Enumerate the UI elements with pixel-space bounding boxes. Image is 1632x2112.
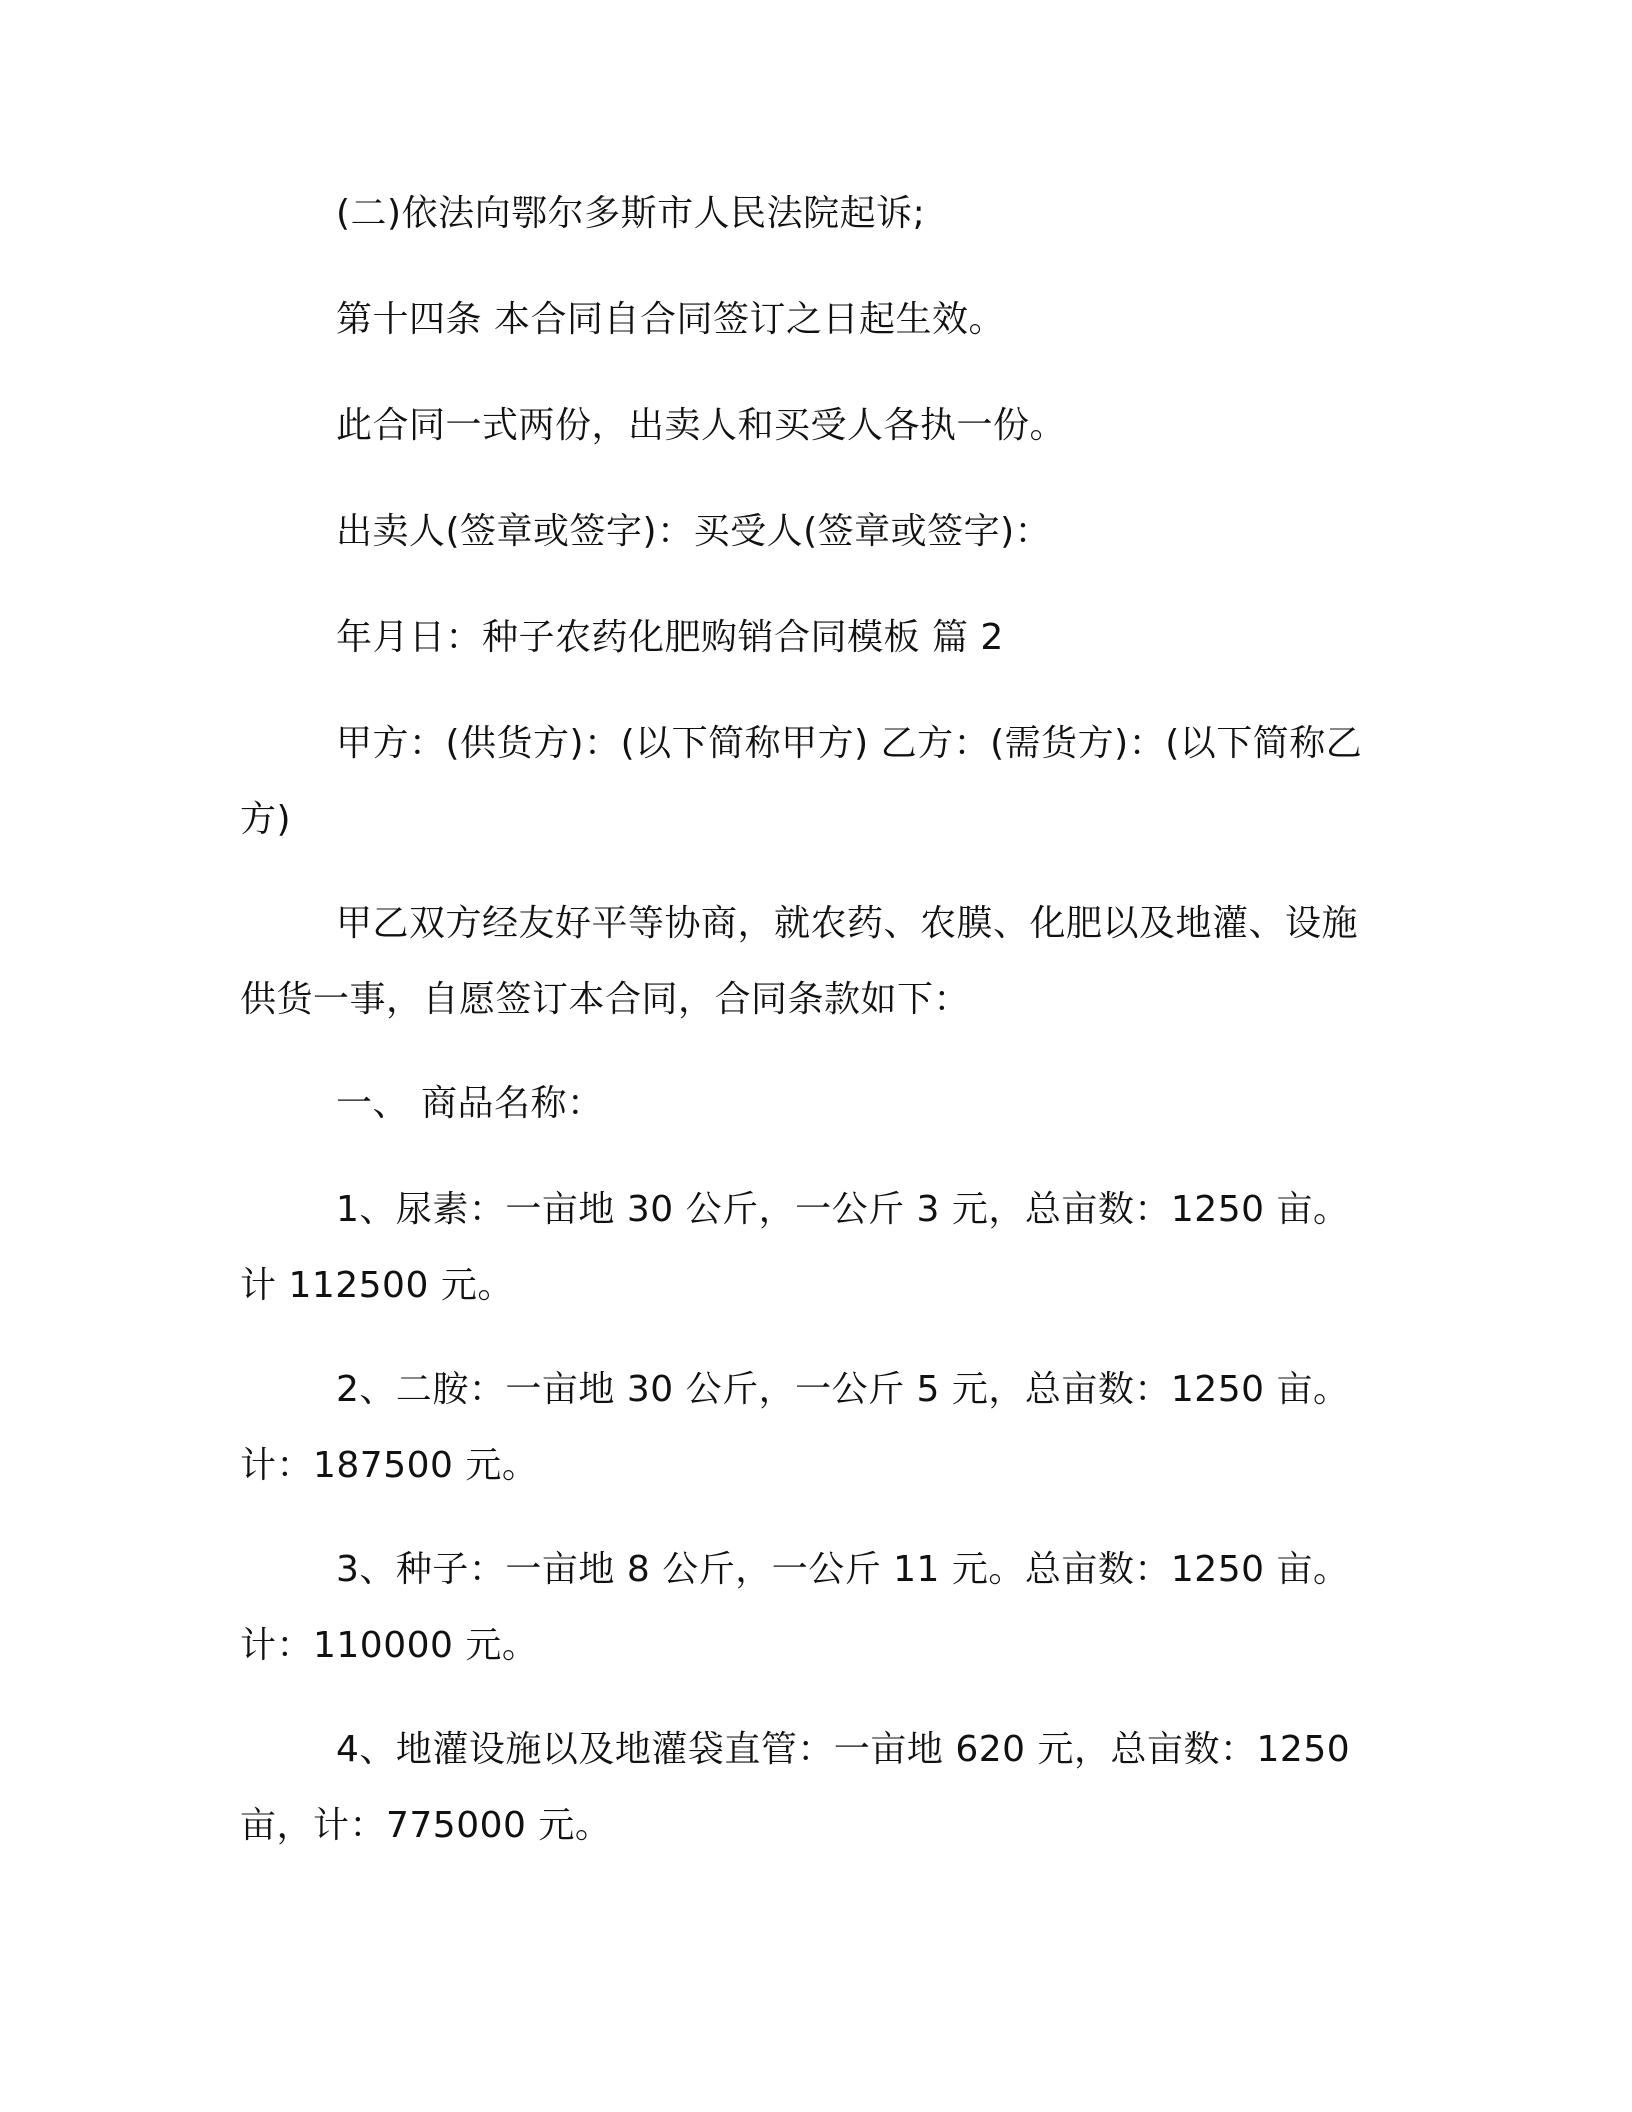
paragraph-parties: 甲方：(供货方)：(以下简称甲方) 乙方：(需货方)：(以下简称乙方) <box>240 723 1363 840</box>
paragraph-goods-heading: 一、 商品名称： <box>336 1083 604 1124</box>
paragraph-signatures: 出卖人(签章或签字)：买受人(签章或签字)： <box>336 511 1052 552</box>
paragraph-item-diamine: 2、二胺：一亩地 30 公斤，一公斤 5 元，总亩数：1250 亩。计：187500 元。 <box>240 1369 1350 1486</box>
paragraph-item-irrigation: 4、地灌设施以及地灌袋直管：一亩地 620 元，总亩数：1250 亩，计：775000 元。 <box>240 1729 1363 1846</box>
paragraph-agreement: 甲乙双方经友好平等协商，就农药、农膜、化肥以及地灌、设施供货一事，自愿签订本合同，合同条款如下： <box>240 903 1359 1020</box>
paragraph-lawsuit: (二)依法向鄂尔多斯市人民法院起诉; <box>336 193 926 234</box>
paragraph-item-urea: 1、尿素：一亩地 30 公斤，一公斤 3 元，总亩数：1250 亩。 计 112500 元。 <box>240 1189 1362 1306</box>
paragraph-item-seeds: 3、种子：一亩地 8 公斤，一公斤 11 元。总亩数：1250 亩。计：110000 元。 <box>240 1549 1350 1666</box>
paragraph-copies: 此合同一式两份，出卖人和买受人各执一份。 <box>336 405 1067 446</box>
paragraph-date-title: 年月日：种子农药化肥购销合同模板 篇 2 <box>336 617 1004 658</box>
paragraph-article-14: 第十四条 本合同自合同签订之日起生效。 <box>336 299 1005 340</box>
